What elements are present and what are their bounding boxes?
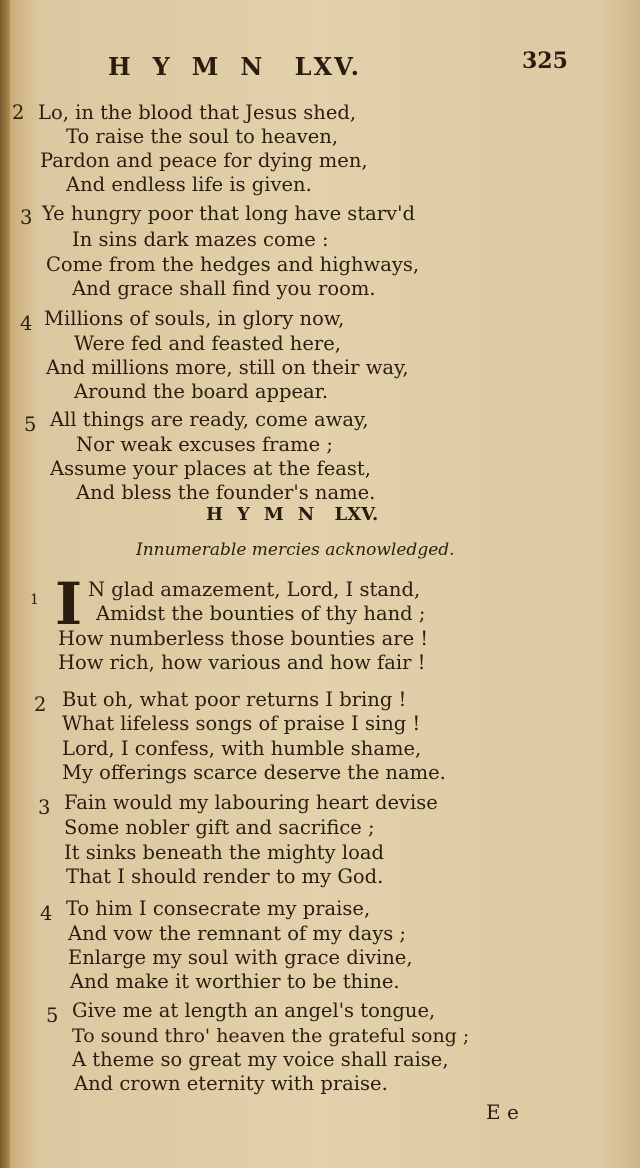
stanza-number: 1 — [30, 592, 39, 608]
hymn-heading — [206, 504, 378, 525]
verse-line: Assume your places at the feast, — [50, 457, 371, 480]
verse-line: Nor weak excuses frame ; — [76, 433, 333, 456]
stanza-number: 3 — [20, 206, 33, 229]
verse-line: Fain would my labouring heart devise — [64, 791, 438, 814]
verse-line: Lo, in the blood that Jesus shed, — [38, 101, 357, 124]
verse-line: And make it worthier to be thine. — [70, 970, 400, 993]
running-title-word: HYMN — [108, 52, 285, 81]
verse-line: How rich, how various and how fair ! — [58, 651, 426, 674]
verse-line: And crown eternity with praise. — [74, 1072, 388, 1095]
verse-line: Enlarge my soul with grace divine, — [68, 946, 413, 969]
verse-line: That I should render to my God. — [66, 865, 384, 888]
stanza-number: 2 — [12, 101, 25, 124]
stanza-number: 4 — [40, 902, 53, 925]
verse-line: In sins dark mazes come : — [72, 228, 329, 251]
verse-line: Give me at length an angel's tongue, — [72, 999, 436, 1022]
drop-cap: I — [55, 570, 83, 638]
stanza-number: 3 — [38, 796, 51, 819]
running-title — [108, 52, 361, 81]
verse-line: Were fed and feasted here, — [74, 332, 341, 355]
verse-line: N glad amazement, Lord, I stand, — [88, 578, 421, 601]
verse-line: All things are ready, come away, — [50, 408, 369, 431]
verse-line: And vow the remnant of my days ; — [68, 922, 406, 945]
stanza-number: 4 — [20, 312, 33, 335]
verse-line: Lord, I confess, with humble shame, — [62, 737, 422, 760]
verse-line: Amidst the bounties of thy hand ; — [96, 602, 426, 625]
stanza-number: 5 — [46, 1004, 59, 1027]
verse-line: And endless life is given. — [66, 173, 312, 196]
verse-line: It sinks beneath the mighty load — [64, 841, 384, 864]
verse-line: And bless the founder's name. — [76, 481, 376, 504]
verse-line: To him I consecrate my praise, — [66, 897, 371, 920]
verse-line: Pardon and peace for dying men, — [40, 149, 368, 172]
verse-line: Around the board appear. — [74, 380, 329, 403]
stanza-number: 2 — [34, 693, 47, 716]
stanza-number: 5 — [24, 413, 37, 436]
verse-line: Ye hungry poor that long have starv'd — [42, 202, 415, 225]
verse-line: But oh, what poor returns I bring ! — [62, 688, 407, 711]
verse-line: A theme so great my voice shall raise, — [72, 1048, 449, 1071]
page-binding-edge — [0, 0, 10, 1168]
verse-line: Millions of souls, in glory now, — [44, 307, 345, 330]
verse-line: My offerings scarce deserve the name. — [62, 761, 446, 784]
verse-line: And millions more, still on their way, — [46, 356, 409, 379]
hymn-subtitle: Innumerable mercies acknowledged. — [136, 540, 455, 560]
verse-line: Some nobler gift and sacrifice ; — [64, 816, 375, 839]
hymn-heading-numeral: LXV. — [334, 504, 379, 525]
verse-line: Come from the hedges and highways, — [46, 253, 420, 276]
signature-mark: E e — [486, 1100, 519, 1124]
verse-line: To sound thro' heaven the grateful song ; — [72, 1025, 470, 1047]
page-number: 325 — [522, 48, 568, 74]
hymn-heading-word: HYMN — [206, 504, 329, 525]
verse-line: What lifeless songs of praise I sing ! — [62, 712, 421, 735]
verse-line: How numberless those bounties are ! — [58, 627, 429, 650]
verse-line: And grace shall find you room. — [72, 277, 376, 300]
running-title-numeral: LXV. — [294, 52, 361, 81]
verse-line: To raise the soul to heaven, — [66, 125, 339, 148]
